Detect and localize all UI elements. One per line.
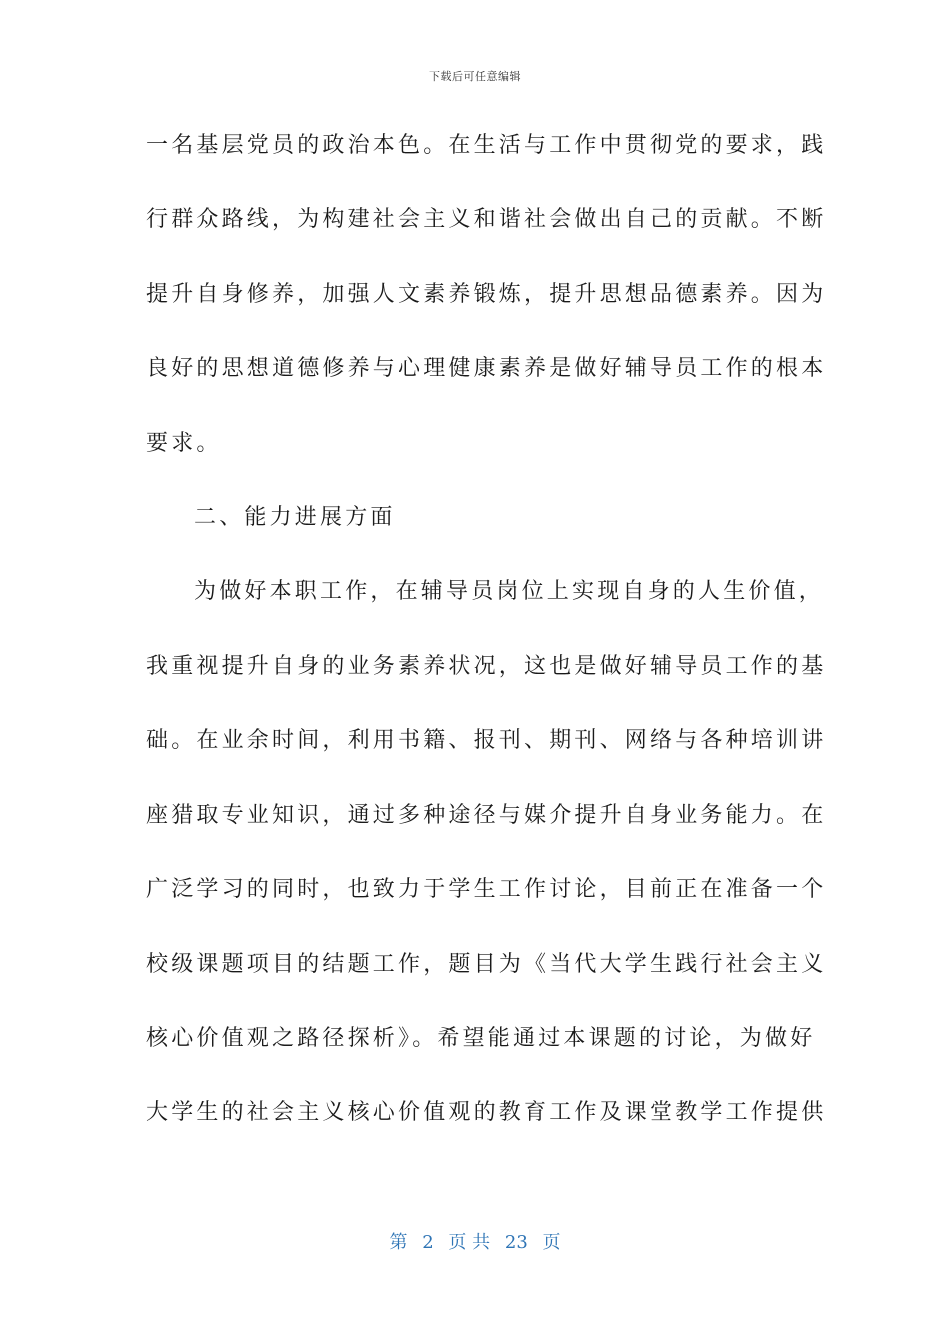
body-line: 校级课题项目的结题工作，题目为《当代大学生践行社会主义 — [146, 952, 827, 977]
body-line: 良好的思想道德修养与心理健康素养是做好辅导员工作的根本 — [146, 356, 827, 381]
footer-label-page: 第 — [389, 1232, 408, 1253]
body-line: 广泛学习的同时，也致力于学生工作讨论，目前正在准备一个 — [146, 877, 827, 902]
body-line: 提升自身修养，加强人文素养锻炼，提升思想品德素养。因为 — [146, 282, 827, 307]
body-line: 础。在业余时间，利用书籍、报刊、期刊、网络与各种培训讲 — [146, 728, 827, 753]
body-line: 行群众路线，为构建社会主义和谐社会做出自己的贡献。不断 — [146, 207, 827, 232]
page-footer — [0, 1228, 950, 1254]
footer-total-pages: 23 — [504, 1232, 528, 1253]
body-line: 大学生的社会主义核心价值观的教育工作及课堂教学工作提供 — [146, 1100, 827, 1125]
header-note: 下载后可任意编辑 — [429, 70, 521, 83]
footer-current-page: 2 — [422, 1232, 434, 1253]
body-line: 要求。 — [146, 431, 222, 456]
footer-label-of: 页 共 — [448, 1232, 491, 1253]
body-line: 一名基层党员的政治本色。在生活与工作中贯彻党的要求，践 — [146, 133, 827, 158]
footer-label-end: 页 — [542, 1232, 561, 1253]
section-heading: 二、能力进展方面 — [194, 505, 396, 530]
body-line: 我重视提升自身的业务素养状况，这也是做好辅导员工作的基 — [146, 654, 827, 679]
body-line: 核心价值观之路径探析》。希望能通过本课题的讨论，为做好 — [146, 1026, 816, 1051]
paragraph-first-line: 为做好本职工作，在辅导员岗位上实现自身的人生价值， — [194, 579, 825, 604]
body-line: 座猎取专业知识，通过多种途径与媒介提升自身业务能力。在 — [146, 803, 827, 828]
